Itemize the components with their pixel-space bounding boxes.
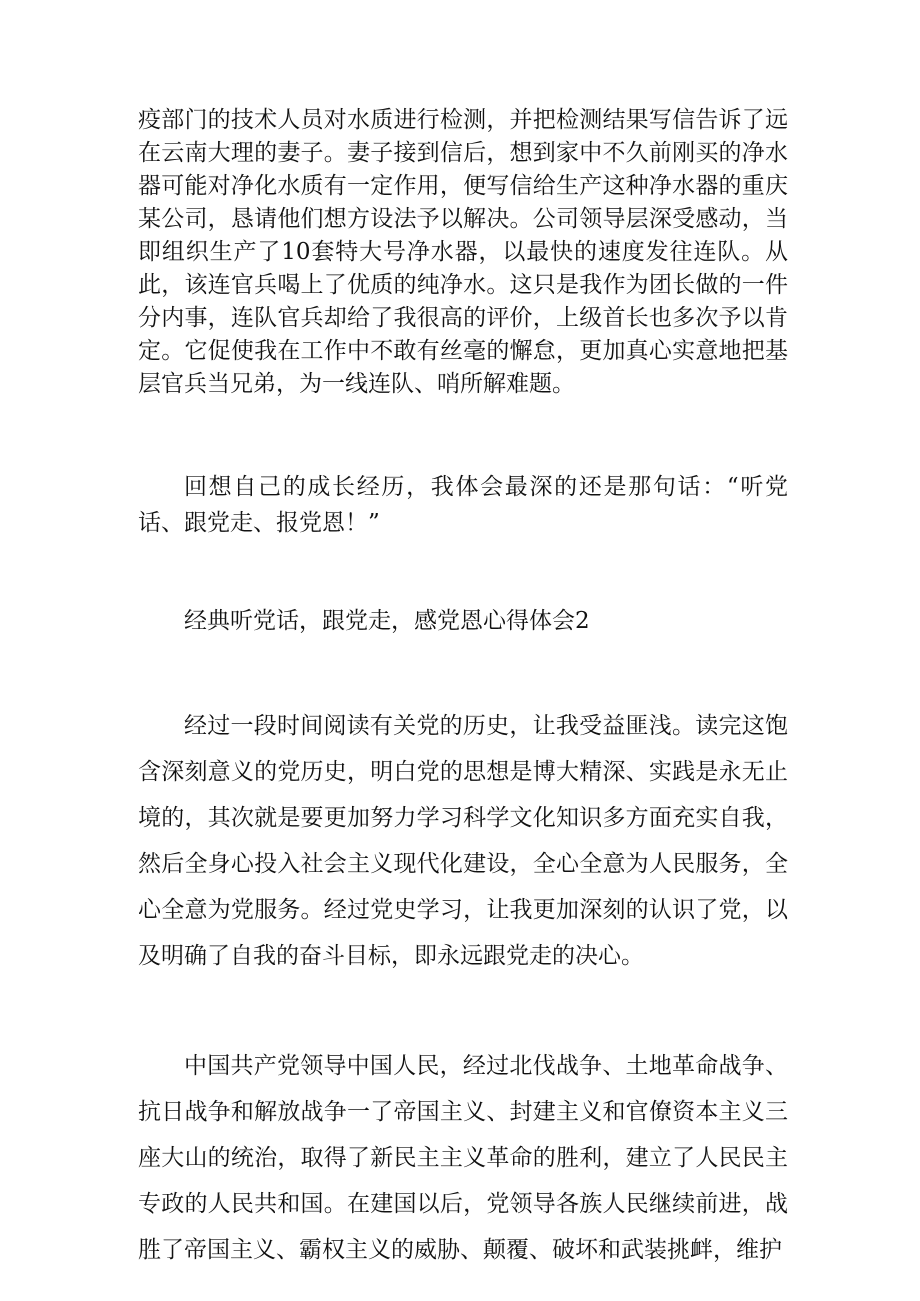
paragraph-2: 回想自己的成长经历，我体会最深的还是那句话：“听党话、跟党走、报党恩！” xyxy=(138,474,788,536)
paragraph-4: 中国共产党领导中国人民，经过北伐战争、土地革命战争、抗日战争和解放战争一了帝国主义、封建主义和官僚资本主义三座大山的统治，取得了新民主主义革命的胜利，建立了人民民主专政的人民共和国。在建国以后，党领导各族人民继续前进，战胜了帝国主义、霸权主义的威胁、颠覆、破坏和武装挑衅，维护 xyxy=(138,1053,788,1263)
document-body xyxy=(138,104,788,1273)
paragraph-1: 疫部门的技术人员对水质进行检测，并把检测结果写信告诉了远在云南大理的妻子。妻子接到信后，想到家中不久前刚买的净水器可能对净化水质有一定作用，便写信给生产这种净水器的重庆某公司，恳请他们想方设法予以解决。公司领导层深受感动，当即组织生产了10套特大号净水器，以最快的速度发往连队。从此，该连官兵喝上了优质的纯净水。这只是我作为团长做的一件分内事，连队官兵却给了我很高的评价，上级首长也多次予以肯定。它促使我在工作中不敢有丝毫的懈怠，更加真心实意地把基层官兵当兄弟，为一线连队、哨所解难题。 xyxy=(138,107,788,397)
paragraph-3: 经过一段时间阅读有关党的历史，让我受益匪浅。读完这饱含深刻意义的党历史，明白党的思想是博大精深、实践是永无止境的，其次就是要更加努力学习科学文化知识多方面充实自我，然后全身心投入社会主义现代化建设，全心全意为人民服务，全心全意为党服务。经过党史学习，让我更加深刻的认识了党，以及明确了自我的奋斗目标，即永远跟党走的决心。 xyxy=(138,713,788,969)
section-heading: 经典听党话，跟党走，感党恩心得体会2 xyxy=(184,608,590,634)
